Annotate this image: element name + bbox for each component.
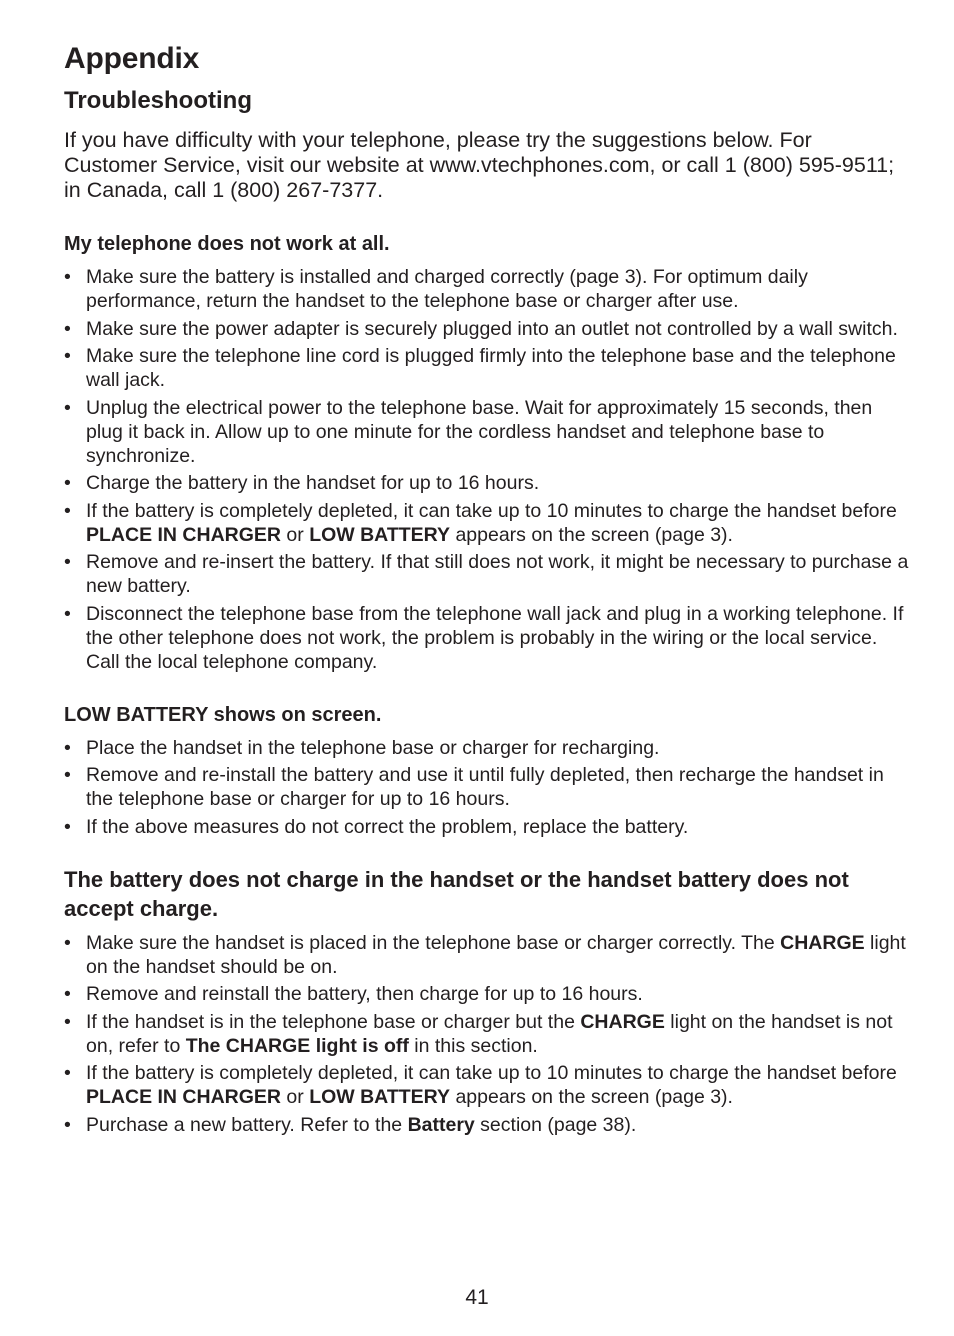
list-item: • Charge the battery in the handset for up to 16 hours. (64, 471, 910, 495)
list-item: • If the handset is in the telephone base or charger but the CHARGE light on the handset is not on, refer to The CHARGE light is off in this section. (64, 1010, 910, 1058)
bullet-list (64, 736, 910, 839)
page-number: 41 (465, 1286, 489, 1309)
section-heading-troubleshooting: Troubleshooting (64, 87, 252, 114)
list-item: • Disconnect the telephone base from the telephone wall jack and plug in a working telephone. If the other telephone does not work, the problem is probably in the wiring or the local service. Call the local telephone company. (64, 602, 910, 674)
section-no-work (64, 231, 910, 674)
list-item: • If the battery is completely depleted, it can take up to 10 minutes to charge the handset before PLACE IN CHARGER or LOW BATTERY appears on the screen (page 3). (64, 499, 910, 547)
bold-term: The CHARGE light is off (185, 1034, 409, 1057)
bullet-list (64, 931, 910, 1137)
intro-paragraph: If you have difficulty with your telephone, please try the suggestions below. For Customer Service, visit our website at www.vtechphones.com, or call 1 (800) 595-9511; in Canada, call 1 (800) 267-7377. (64, 128, 895, 202)
list-item: • Make sure the battery is installed and charged correctly (page 3). For optimum daily performance, return the handset to the telephone base or charger after use. (64, 265, 910, 313)
list-item: • Purchase a new battery. Refer to the Battery section (page 38). (64, 1113, 910, 1137)
bold-term: LOW BATTERY (309, 523, 451, 546)
bold-term: CHARGE (780, 931, 865, 954)
section-low-battery (64, 702, 910, 839)
section-title: LOW BATTERY shows on screen. (64, 703, 382, 726)
list-item: • Remove and re-insert the battery. If that still does not work, it might be necessary to purchase a new battery. (64, 550, 910, 598)
section-battery-not-charge (64, 865, 910, 1137)
list-item: • Make sure the telephone line cord is plugged firmly into the telephone base and the telephone wall jack. (64, 344, 910, 392)
list-item: • Remove and re-install the battery and use it until fully depleted, then recharge the handset in the telephone base or charger for up to 16 hours. (64, 763, 910, 811)
bold-term: PLACE IN CHARGER (86, 523, 282, 546)
list-item: • If the above measures do not correct the problem, replace the battery. (64, 815, 910, 839)
bold-term: CHARGE (580, 1010, 665, 1033)
bold-term: Battery (407, 1113, 475, 1136)
list-item: • Place the handset in the telephone base or charger for recharging. (64, 736, 910, 760)
bold-term: LOW BATTERY (309, 1086, 451, 1108)
list-item: • If the battery is completely depleted, it can take up to 10 minutes to charge the handset before PLACE IN CHARGER or LOW BATTERY appears on the screen (page 3). (64, 1061, 910, 1109)
page-title: Appendix (64, 42, 200, 75)
list-item: • Make sure the power adapter is securely plugged into an outlet not controlled by a wall switch. (64, 317, 910, 341)
list-item: • Make sure the handset is placed in the telephone base or charger correctly. The CHARGE light on the handset should be on. (64, 931, 910, 979)
list-item: • Unplug the electrical power to the telephone base. Wait for approximately 15 seconds, then plug it back in. Allow up to one minute for the cordless handset and telephone base to synchronize. (64, 396, 910, 468)
bold-term: PLACE IN CHARGER (86, 1086, 282, 1108)
bullet-list (64, 265, 910, 674)
page-content (64, 40, 910, 1140)
section-title: The battery does not charge in the handset or the handset battery does not accept charge. (64, 866, 849, 921)
list-item: • Remove and reinstall the battery, then charge for up to 16 hours. (64, 982, 910, 1006)
section-title: My telephone does not work at all. (64, 233, 390, 255)
